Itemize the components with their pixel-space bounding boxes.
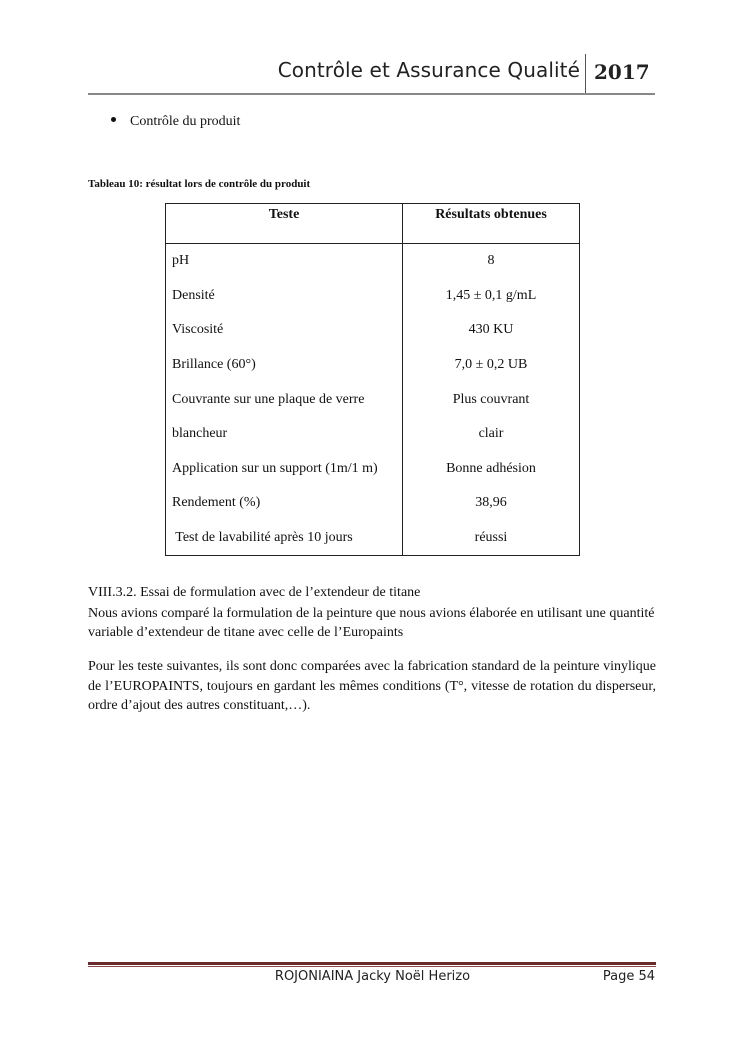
test-cell: Viscosité <box>166 313 403 348</box>
bullet-icon <box>111 117 116 122</box>
footer-rule <box>88 962 656 965</box>
table-header-row <box>166 204 580 244</box>
page-header <box>88 54 655 94</box>
result-cell: réussi <box>403 521 580 556</box>
test-cell: blancheur <box>166 417 403 452</box>
bullet-text: Contrôle du produit <box>130 114 241 129</box>
test-cell: Brillance (60°) <box>166 348 403 383</box>
table-row <box>166 348 580 383</box>
result-cell: 38,96 <box>403 486 580 521</box>
results-table <box>165 203 580 556</box>
test-cell: Application sur un support (1m/1 m) <box>166 452 403 487</box>
table-row <box>166 313 580 348</box>
test-cell: Couvrante sur une plaque de verre <box>166 382 403 417</box>
result-cell: 8 <box>403 244 580 279</box>
result-cell: Plus couvrant <box>403 382 580 417</box>
result-cell: clair <box>403 417 580 452</box>
header-rule <box>88 93 655 95</box>
test-cell: Test de lavabilité après 10 jours <box>166 521 403 556</box>
table-row <box>166 452 580 487</box>
table-row <box>166 521 580 556</box>
column-header-test: Teste <box>166 204 403 244</box>
bullet-item <box>111 114 240 130</box>
test-cell: Rendement (%) <box>166 486 403 521</box>
table-row <box>166 486 580 521</box>
table-row <box>166 382 580 417</box>
test-cell: pH <box>166 244 403 279</box>
section-heading: VIII.3.2. Essai de formulation avec de l’extendeur de titane <box>88 585 421 600</box>
result-cell: 430 KU <box>403 313 580 348</box>
header-divider <box>585 54 586 93</box>
footer-rule-thin <box>88 966 656 967</box>
result-cell: 7,0 ± 0,2 UB <box>403 348 580 383</box>
table-row <box>166 244 580 279</box>
header-title: Contrôle et Assurance Qualité <box>277 58 580 82</box>
paragraph-1: Nous avions comparé la formulation de la peinture que nous avions élaborée en utilisant une quantité variable d’extendeur de titane avec celle de l’Europaints <box>88 606 655 640</box>
header-year: 2017 <box>594 60 650 84</box>
page-number: Page 54 <box>602 969 655 984</box>
footer-author: ROJONIAINA Jacky Noël Herizo <box>274 969 471 984</box>
table-row <box>166 279 580 314</box>
test-cell: Densité <box>166 279 403 314</box>
table-caption: Tableau 10: résultat lors de contrôle du produit <box>88 178 311 190</box>
result-cell: 1,45 ± 0,1 g/mL <box>403 279 580 314</box>
table-row <box>166 417 580 452</box>
result-cell: Bonne adhésion <box>403 452 580 487</box>
paragraph-2: Pour les teste suivantes, ils sont donc comparées avec la fabrication standard de la peinture vinylique de l’EUROPAINTS, toujours en gardant les mêmes conditions (T°, vitesse de rotation du disperseur, ordre d’ajout des autres constituant,…). <box>88 659 656 713</box>
column-header-results: Résultats obtenues <box>403 204 580 244</box>
